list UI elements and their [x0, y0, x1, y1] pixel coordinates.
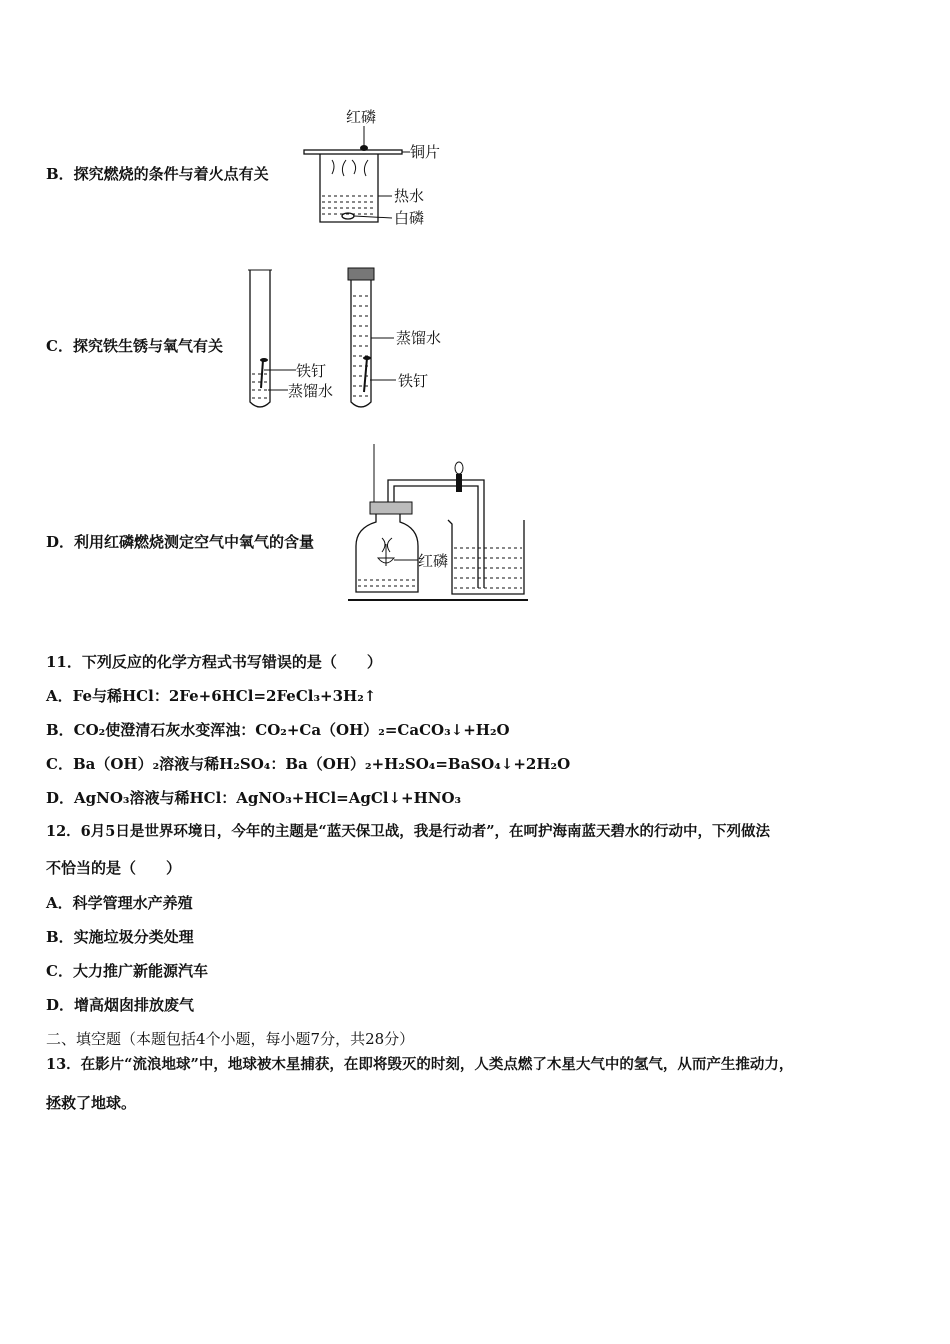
label-copper: 铜片	[410, 143, 441, 161]
iron-nail-1	[261, 360, 263, 388]
option-d-text: D．利用红磷燃烧测定空气中氧气的含量	[46, 533, 315, 551]
beaker	[320, 154, 378, 222]
label-water-1: 蒸馏水	[288, 382, 334, 400]
connecting-tube	[388, 480, 484, 588]
q11-option-b: B．CO₂使澄清石灰水变浑浊：CO₂+Ca（OH）₂=CaCO₃↓+H₂O	[46, 721, 510, 739]
q11-option-a: A．Fe与稀HCl：2Fe+6HCl=2FeCl₃+3H₂↑	[46, 687, 377, 705]
label-white-phosphorus: 白磷	[394, 209, 425, 227]
option-b-text: B．探究燃烧的条件与着火点有关	[46, 165, 269, 183]
oxygen-content-figure	[348, 440, 538, 606]
label-nail-2: 铁钉	[398, 372, 429, 390]
section-2-title: 二、填空题（本题包括4个小题，每小题7分，共28分）	[46, 1030, 415, 1048]
jar-stopper	[370, 502, 412, 514]
label-nail-1: 铁钉	[296, 362, 327, 380]
q12-stem-line2: 不恰当的是（ ）	[46, 859, 182, 877]
label-hot-water: 热水	[394, 187, 425, 205]
q11-stem: 11．下列反应的化学方程式书写错误的是（ ）	[46, 653, 382, 671]
q11-option-d: D．AgNO₃溶液与稀HCl：AgNO₃+HCl=AgCl↓+HNO₃	[46, 789, 462, 807]
iron-nail-2	[364, 358, 367, 392]
q12-stem-line1: 12．6月5日是世界环境日，今年的主题是“蓝天保卫战，我是行动者”，在呵护海南蓝天碧水的行动中，下列做法	[46, 823, 771, 840]
label-red-phosphorus: 红磷	[346, 108, 377, 126]
clamp	[456, 474, 462, 492]
test-tube-1	[250, 270, 270, 407]
rusting-figure	[240, 266, 470, 416]
label-water-2: 蒸馏水	[396, 329, 442, 347]
q13-line2: 拯救了地球。	[46, 1094, 137, 1112]
test-tube-2	[351, 280, 371, 407]
combustion-figure	[296, 104, 456, 234]
label-red-phosphorus-d: 红磷	[418, 552, 449, 570]
option-c-text: C．探究铁生锈与氧气有关	[46, 337, 223, 355]
q11-option-c: C．Ba（OH）₂溶液与稀H₂SO₄：Ba（OH）₂+H₂SO₄=BaSO₄↓+2H₂O	[46, 755, 571, 773]
water-beaker	[448, 520, 524, 594]
rubber-stopper	[348, 268, 374, 280]
q12-option-c: C．大力推广新能源汽车	[46, 962, 208, 980]
q12-option-d: D．增高烟囱排放废气	[46, 996, 195, 1014]
q13-line1: 13．在影片“流浪地球”中，地球被木星捕获，在即将毁灭的时刻，人类点燃了木星大气中的氢气，从而产生推动力，	[46, 1056, 794, 1073]
q12-option-a: A．科学管理水产养殖	[46, 894, 193, 912]
q12-option-b: B．实施垃圾分类处理	[46, 928, 194, 946]
copper-plate	[304, 150, 402, 154]
